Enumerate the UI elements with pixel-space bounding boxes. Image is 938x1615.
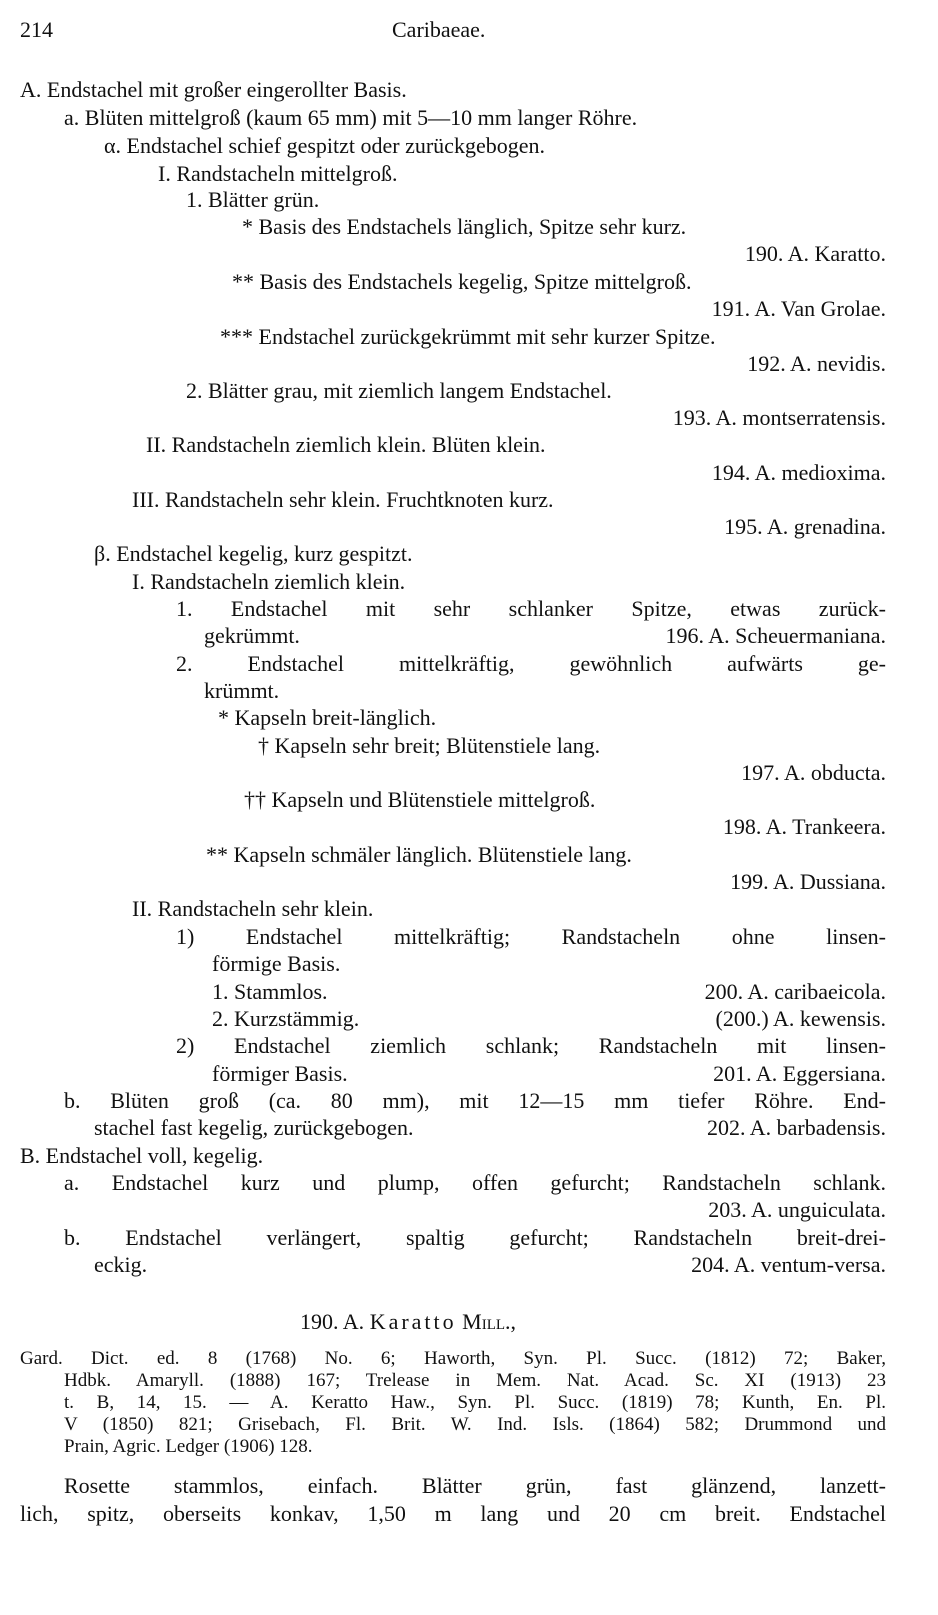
species-ref: 203. A. unguiculata. xyxy=(708,1197,886,1222)
key-line: 1. Endstachel mit sehr schlanker Spitze, etwas zurück- xyxy=(176,596,886,621)
key-line: II. Randstacheln sehr klein. xyxy=(132,896,374,921)
citation-line: t. B, 14, 15. — A. Keratto Haw., Syn. Pl. Succ. (1819) 78; Kunth, En. Pl. xyxy=(64,1392,886,1413)
species-ref: 199. A. Dussiana. xyxy=(730,869,886,894)
species-ref: 200. A. caribaeicola. xyxy=(704,979,886,1004)
key-line: α. Endstachel schief gespitzt oder zurückgebogen. xyxy=(104,133,545,158)
key-line: a. Blüten mittelgroß (kaum 65 mm) mit 5—10 mm langer Röhre. xyxy=(64,105,638,130)
species-ref: 197. A. obducta. xyxy=(741,760,886,785)
description-line: lich, spitz, oberseits konkav, 1,50 m lang und 20 cm breit. Endstachel xyxy=(20,1501,886,1526)
species-ref: (200.) A. kewensis. xyxy=(715,1006,886,1031)
key-line: A. Endstachel mit großer eingerollter Basis. xyxy=(20,77,407,102)
species-ref: 202. A. barbadensis. xyxy=(706,1115,886,1140)
species-name: Karatto xyxy=(369,1309,457,1334)
citation-line: Prain, Agric. Ledger (1906) 128. xyxy=(64,1436,313,1457)
key-line: ** Basis des Endstachels kegelig, Spitze mittelgroß. xyxy=(232,269,692,294)
key-line: * Kapseln breit-länglich. xyxy=(218,705,437,730)
citation-line: Gard. Dict. ed. 8 (1768) No. 6; Haworth, Syn. Pl. Succ. (1812) 72; Baker, xyxy=(20,1348,886,1369)
key-line: B. Endstachel voll, kegelig. xyxy=(20,1143,264,1168)
key-line: b. Endstachel verlängert, spaltig gefurcht; Randstacheln breit-drei- xyxy=(64,1225,886,1250)
citation-line: Hdbk. Amaryll. (1888) 167; Trelease in Mem. Nat. Acad. Sc. XI (1913) 23 xyxy=(64,1370,886,1391)
citation-line: V (1850) 821; Grisebach, Fl. Brit. W. Ind. Isls. (1864) 582; Drummond und xyxy=(64,1414,886,1435)
species-ref: 190. A. Karatto. xyxy=(744,241,886,266)
species-ref: 198. A. Trankeera. xyxy=(722,814,886,839)
key-line: I. Randstacheln mittelgroß. xyxy=(158,161,398,186)
key-line: II. Randstacheln ziemlich klein. Blüten klein. xyxy=(146,432,546,457)
species-number: 190. A. xyxy=(300,1309,365,1334)
key-line: förmige Basis. xyxy=(212,951,341,976)
species-ref: 194. A. medioxima. xyxy=(711,460,886,485)
key-line: I. Randstacheln ziemlich klein. xyxy=(132,569,406,594)
species-ref: 191. A. Van Grolae. xyxy=(711,296,886,321)
species-ref: 204. A. ventum-versa. xyxy=(691,1252,886,1277)
species-ref: 193. A. montserratensis. xyxy=(672,405,886,430)
key-line: b. Blüten groß (ca. 80 mm), mit 12—15 mm tiefer Röhre. End- xyxy=(64,1088,886,1113)
key-line: 2. Endstachel mittelkräftig, gewöhnlich aufwärts ge- xyxy=(176,651,886,676)
species-ref: 196. A. Scheuermaniana. xyxy=(665,623,886,648)
key-line: 2. Kurzstämmig. xyxy=(212,1006,360,1031)
key-line: gekrümmt. xyxy=(204,623,300,648)
key-line: †† Kapseln und Blütenstiele mittelgroß. xyxy=(244,787,596,812)
key-line: *** Endstachel zurückgekrümmt mit sehr kurzer Spitze. xyxy=(220,324,716,349)
description-line: Rosette stammlos, einfach. Blätter grün, fast glänzend, lanzett- xyxy=(64,1473,886,1498)
key-line: eckig. xyxy=(94,1252,148,1277)
key-line: * Basis des Endstachels länglich, Spitze sehr kurz. xyxy=(242,214,687,239)
key-line: ** Kapseln schmäler länglich. Blütenstiele lang. xyxy=(206,842,632,867)
species-ref: 195. A. grenadina. xyxy=(724,514,886,539)
key-line: 1) Endstachel mittelkräftig; Randstacheln ohne linsen- xyxy=(176,924,886,949)
key-line: förmiger Basis. xyxy=(212,1061,348,1086)
key-line: krümmt. xyxy=(204,678,280,703)
species-ref: 201. A. Eggersiana. xyxy=(713,1061,886,1086)
key-line: 2) Endstachel ziemlich schlank; Randstacheln mit linsen- xyxy=(176,1033,886,1058)
key-line: β. Endstachel kegelig, kurz gespitzt. xyxy=(94,541,413,566)
key-line: 2. Blätter grau, mit ziemlich langem Endstachel. xyxy=(186,378,612,403)
key-line: a. Endstachel kurz und plump, offen gefurcht; Randstacheln schlank. xyxy=(64,1170,886,1195)
species-author: Mill., xyxy=(462,1309,517,1334)
page-number: 214 xyxy=(20,17,53,42)
key-line: 1. Stammlos. xyxy=(212,979,328,1004)
running-title: Caribaeae. xyxy=(392,17,486,42)
key-line: III. Randstacheln sehr klein. Fruchtknoten kurz. xyxy=(132,487,554,512)
key-line: stachel fast kegelig, zurückgebogen. xyxy=(94,1115,414,1140)
key-line: 1. Blätter grün. xyxy=(186,187,320,212)
species-ref: 192. A. nevidis. xyxy=(747,351,886,376)
key-line: † Kapseln sehr breit; Blütenstiele lang. xyxy=(258,733,601,758)
species-heading xyxy=(300,1308,516,1336)
